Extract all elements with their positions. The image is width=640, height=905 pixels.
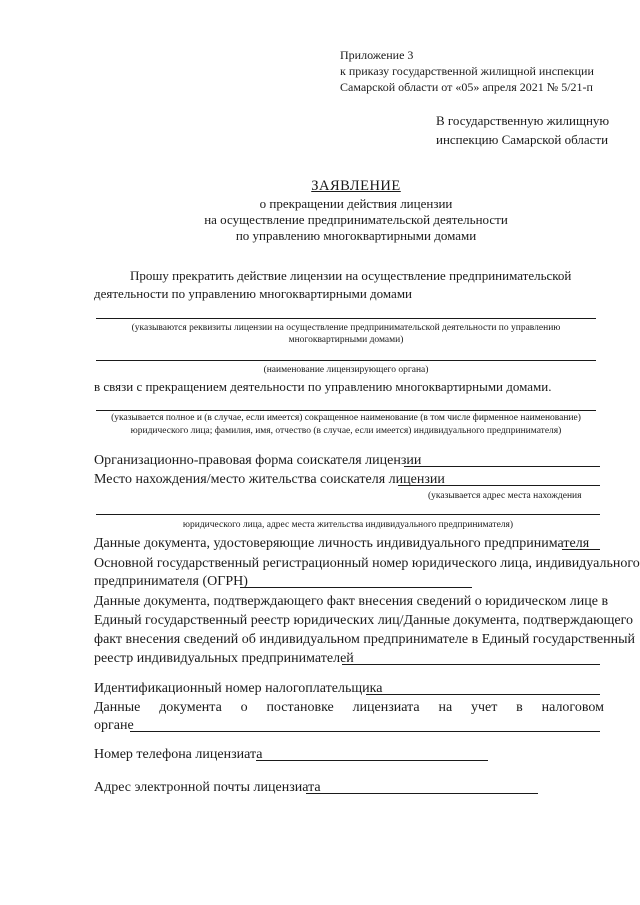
tax-word: Данные [94,700,141,715]
licensing-body-line [96,360,596,361]
hint-licensing-body: (наименование лицензирующего органа) [263,365,429,375]
tax-word: документа [159,700,222,715]
field-registry-label-2: Единый государственный реестр юридических лиц/Данные документа, подтверждающего [94,613,633,628]
field-legal-form-line[interactable] [404,466,600,467]
field-location-line[interactable] [398,485,600,486]
addressee-line-1: В государственную жилищную [436,113,610,128]
heading-sub-2: на осуществление предпринимательской деятельности [204,212,508,227]
tax-word: лицензиата [352,700,420,715]
field-tax-line[interactable] [130,731,600,732]
intro-line-2: деятельности по управлению многоквартирными домами [94,286,412,301]
org-name-line [96,410,596,411]
field-registry-label-4: реестр индивидуальных предпринимателей [94,651,354,666]
appendix-line-1: Приложение 3 [340,48,414,62]
tax-word: учет [470,700,498,715]
license-details-line [96,318,596,319]
field-inn-label: Идентификационный номер налогоплательщика [94,681,383,696]
field-phone-label: Номер телефона лицензиата [94,747,263,762]
field-phone-line[interactable] [256,760,488,761]
hint-org-name-1: (указывается полное и (в случае, если имеется) сокращенное наименование (в том числе фирменное наименование) [111,413,581,423]
field-registry-label-3: факт внесения сведений об индивидуальном предпринимателе в Единый государственный [94,632,635,647]
field-legal-form-label: Организационно-правовая форма соискателя лицензии [94,453,422,468]
field-ogrn-label-1: Основной государственный регистрационный номер юридического лица, индивидуального [94,556,640,571]
field-email-label: Адрес электронной почты лицензиата [94,780,321,795]
field-identity-doc-label: Данные документа, удостоверяющие личность индивидуального предпринимателя [94,536,590,551]
intro-line-1: Прошу прекратить действие лицензии на осуществление предпринимательской [130,268,572,283]
hint-address-1: (указывается адрес места нахождения [428,491,582,501]
tax-word: налоговом [541,700,604,715]
tax-word: на [438,700,453,715]
field-identity-doc-line[interactable] [562,549,600,550]
heading-sub-1: о прекращении действия лицензии [259,196,453,211]
field-tax-label-2: органе [94,718,134,733]
document-title: ЗАЯВЛЕНИЕ [311,178,401,194]
hint-address-2: юридического лица, адрес места жительства индивидуального предпринимателя) [182,520,514,530]
field-email-line[interactable] [306,793,538,794]
field-ogrn-label-2: предпринимателя (ОГРН) [94,574,248,589]
field-inn-line[interactable] [366,694,600,695]
appendix-line-2: к приказу государственной жилищной инспекции [340,64,594,78]
appendix-line-3: Самарской области от «05» апреля 2021 № 5/21-п [340,80,593,94]
hint-license-details-1: (указываются реквизиты лицензии на осуществление предпринимательской деятельности по управлению [131,323,561,333]
hint-license-details-2: многоквартирными домами) [288,335,404,345]
field-tax-label-1 [94,699,604,717]
field-ogrn-line[interactable] [240,587,472,588]
heading-sub-3: по управлению многоквартирными домами [235,228,477,243]
hint-org-name-2: юридического лица; фамилия, имя, отчество (в случае, если имеется) индивидуального предпринимателя) [130,426,562,436]
field-location-label: Место нахождения/место жительства соискателя лицензии [94,472,445,487]
field-registry-line[interactable] [342,664,600,665]
address-line[interactable] [96,514,600,515]
termination-reason: в связи с прекращением деятельности по управлению многоквартирными домами. [94,379,552,394]
tax-word: о [240,700,248,715]
field-registry-label-1: Данные документа, подтверждающего факт внесения сведений о юридическом лице в [94,594,609,609]
tax-word: в [516,700,523,715]
tax-word: постановке [266,700,334,715]
addressee-line-2: инспекцию Самарской области [436,132,609,147]
